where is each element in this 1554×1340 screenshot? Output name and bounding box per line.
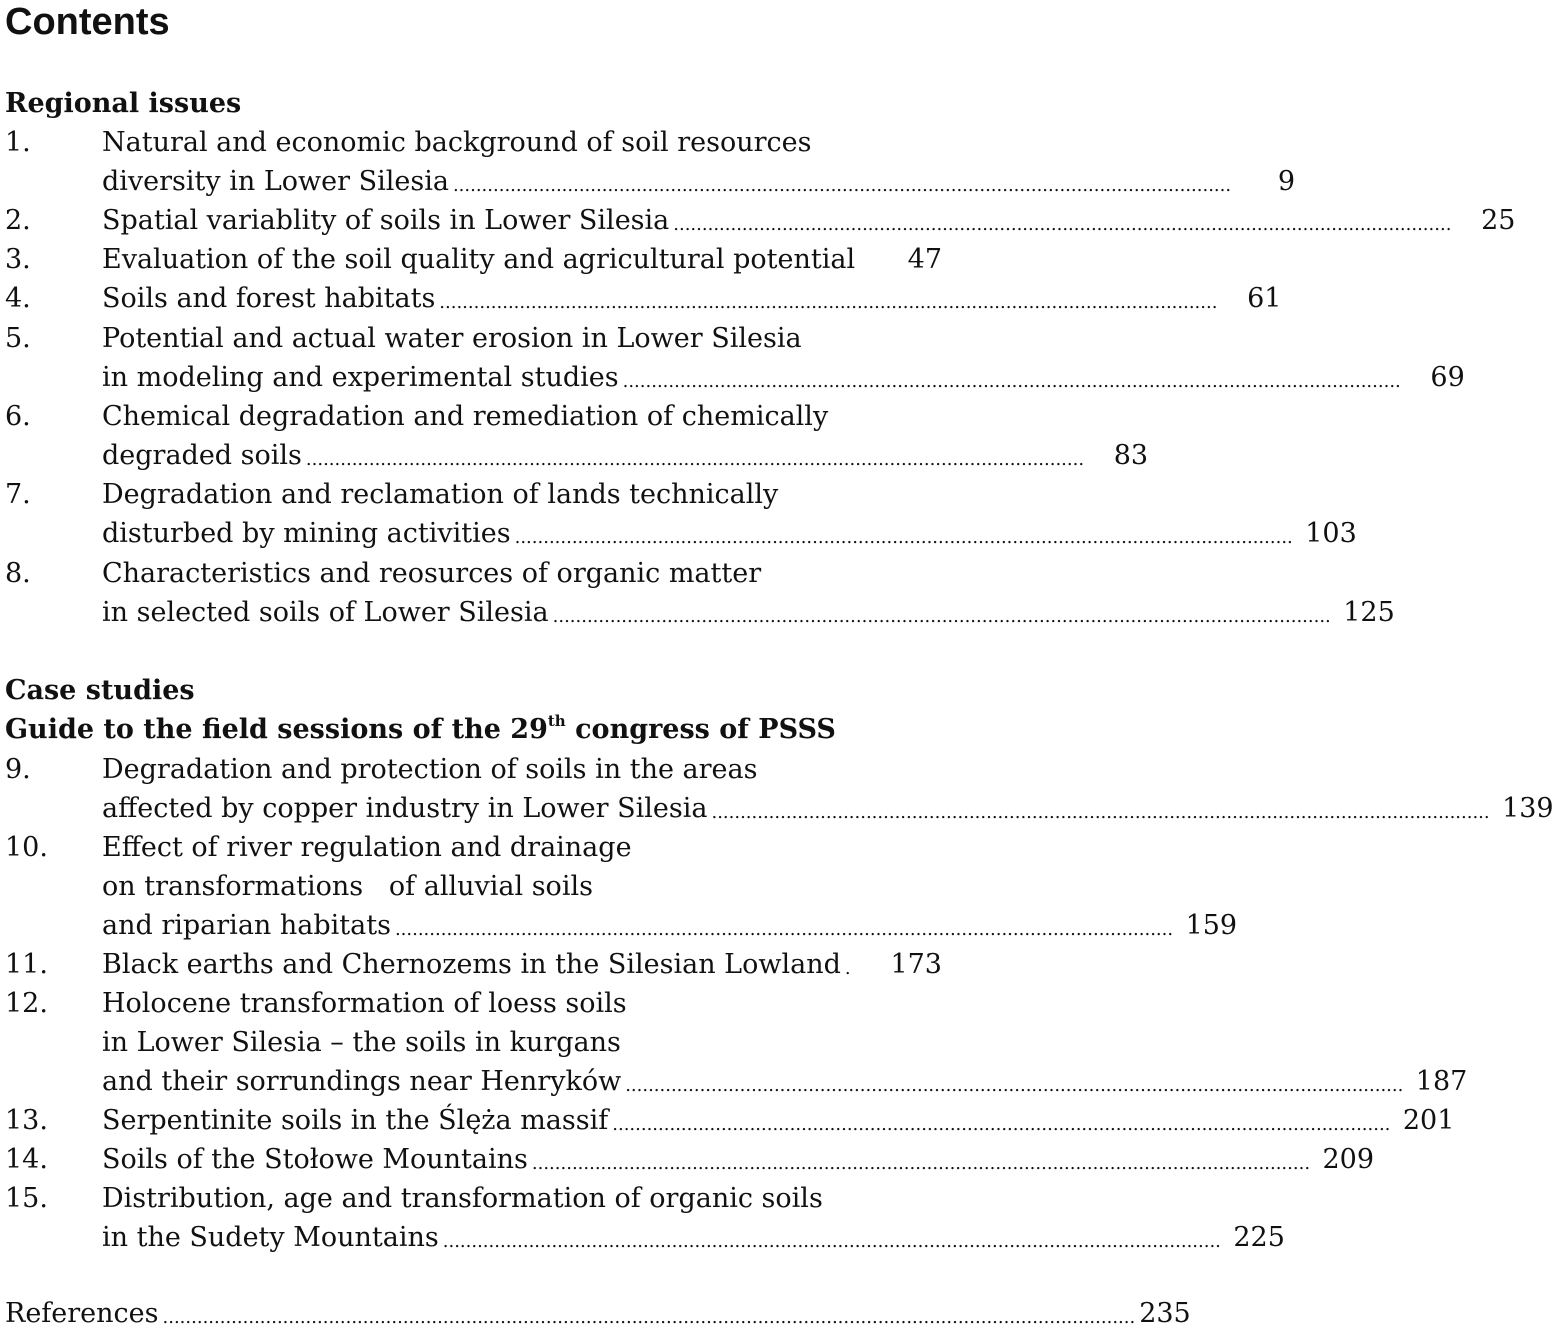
toc-entry-6[interactable] [102,438,1149,474]
toc-entry-3[interactable] [102,242,942,278]
leader-dots: ........................................................................................................................................ [622,371,1401,392]
page-number: 201 [1402,1105,1455,1136]
entry-title-line: Natural and economic background of soil resources [102,127,812,158]
entry-title-line: Soils of the Stołowe Mountains [102,1144,528,1175]
page-number: 125 [1343,597,1395,628]
page-number: 69 [1430,362,1465,393]
entry-number: 12. [5,988,48,1019]
subheading-text: congress of PSSS [565,714,836,745]
leader-dots: ........................................................................................................................................ [439,292,1218,313]
entry-number: 1. [5,127,31,158]
entry-title-line: in Lower Silesia – the soils in kurgans [102,1027,621,1058]
entry-title-line: affected by copper industry in Lower Silesia [102,793,708,824]
toc-entry-9[interactable] [102,791,1554,827]
leader-dots: ........................................................................................................................................ [305,449,1085,470]
page-number: 9 [1277,166,1296,197]
leader-dots [859,242,878,278]
references-label: References [5,1298,159,1329]
entry-title-line: Degradation and reclamation of lands technically [102,479,779,510]
toc-entry-15[interactable] [102,1220,1285,1256]
entry-title-line: Distribution, age and transformation of organic soils [102,1183,823,1214]
entry-title-line: Chemical degradation and remediation of chemically [102,401,829,432]
toc-entry-12[interactable] [102,1064,1468,1100]
page-number: 187 [1415,1066,1468,1097]
entry-number: 6. [5,401,31,432]
entry-title-line: Characteristics and reosurces of organic matter [102,558,762,589]
toc-entry-4[interactable] [102,281,1282,317]
entry-title-line: in modeling and experimental studies [102,362,619,393]
entry-title-line: Degradation and protection of soils in the areas [102,754,758,785]
page-number: 225 [1233,1222,1285,1253]
leader-dots: . [844,958,851,979]
entry-number: 5. [5,323,31,354]
section-subheading-guide [5,712,836,748]
section-heading-regional: Regional issues [5,88,242,119]
toc-entry-14[interactable] [102,1142,1375,1178]
entry-title-line: in selected soils of Lower Silesia [102,597,549,628]
page-number: 103 [1305,518,1357,549]
section-heading-case-studies: Case studies [5,675,195,706]
toc-entry-11[interactable] [102,947,942,983]
leader-dots: ........................................................................................................................................ [531,1153,1311,1174]
subheading-text: Guide to the field sessions of the 29 [5,714,548,745]
toc-entry-13[interactable] [102,1103,1455,1139]
leader-dots: ........................................................................................................................................ [711,802,1490,823]
entry-number: 2. [5,205,31,236]
page-number: 139 [1502,793,1554,824]
entry-title-line: Evaluation of the soil quality and agricultural potential [102,244,856,275]
entry-title-line: and riparian habitats [102,910,391,941]
toc-entry-2[interactable] [102,203,1516,239]
entry-title-line: Holocene transformation of loess soils [102,988,627,1019]
entry-number: 13. [5,1105,48,1136]
toc-entry-5[interactable] [102,360,1465,396]
entry-title-line: Potential and actual water erosion in Lower Silesia [102,323,802,354]
entry-title-line: Spatial variablity of soils in Lower Silesia [102,205,670,236]
entry-number: 11. [5,949,48,980]
leader-dots: ........................................................................................................................................ [625,1075,1404,1096]
leader-dots: ........................................................................................................................................ [452,175,1232,196]
toc-entry-8[interactable] [102,595,1395,631]
page-number: 47 [907,244,942,275]
toc-entry-10[interactable] [102,908,1238,944]
entry-number: 10. [5,832,48,863]
page-number: 61 [1247,283,1282,314]
entry-title-line: Black earths and Chernozems in the Silesian Lowland [102,949,841,980]
entry-title-line: Effect of river regulation and drainage [102,832,632,863]
entry-number: 15. [5,1183,48,1214]
entry-number: 8. [5,558,31,589]
entry-number: 4. [5,283,31,314]
page-number: 25 [1481,205,1516,236]
page-number: 83 [1113,440,1149,471]
page-number: 173 [890,949,942,980]
entry-number: 7. [5,479,31,510]
leader-dots: ........................................................................................................................................ [394,919,1174,940]
entry-number: 9. [5,754,31,785]
entry-title-line: Serpentinite soils in the Ślęża massif [102,1105,609,1136]
page-title: Contents [5,1,170,43]
page-number: 209 [1322,1144,1375,1175]
toc-entry-references[interactable] [5,1296,1191,1332]
entry-number: 3. [5,244,31,275]
entry-title-line: disturbed by mining activities [102,518,511,549]
leader-dots: ........................................................................................................................................ [612,1114,1391,1135]
leader-dots: ........................................................................................................................................ [552,606,1331,627]
subheading-superscript: th [547,712,566,730]
leader-dots: .......................................................................................................................................................................... [162,1307,1136,1328]
leader-dots: ........................................................................................................................................ [514,527,1293,548]
leader-dots: ........................................................................................................................................ [673,214,1452,235]
toc-entry-1[interactable] [102,164,1296,200]
page-number: 159 [1185,910,1238,941]
entry-title-line: Soils and forest habitats [102,283,436,314]
entry-title-line: degraded soils [102,440,302,471]
leader-dots: ........................................................................................................................................ [442,1231,1221,1252]
entry-number: 14. [5,1144,48,1175]
entry-title-line: and their sorrundings near Henryków [102,1066,622,1097]
entry-title-line: on transformations of alluvial soils [102,871,593,902]
page-number: 235 [1139,1298,1191,1329]
entry-title-line: in the Sudety Mountains [102,1222,439,1253]
entry-title-line: diversity in Lower Silesia [102,166,449,197]
toc-entry-7[interactable] [102,516,1357,552]
